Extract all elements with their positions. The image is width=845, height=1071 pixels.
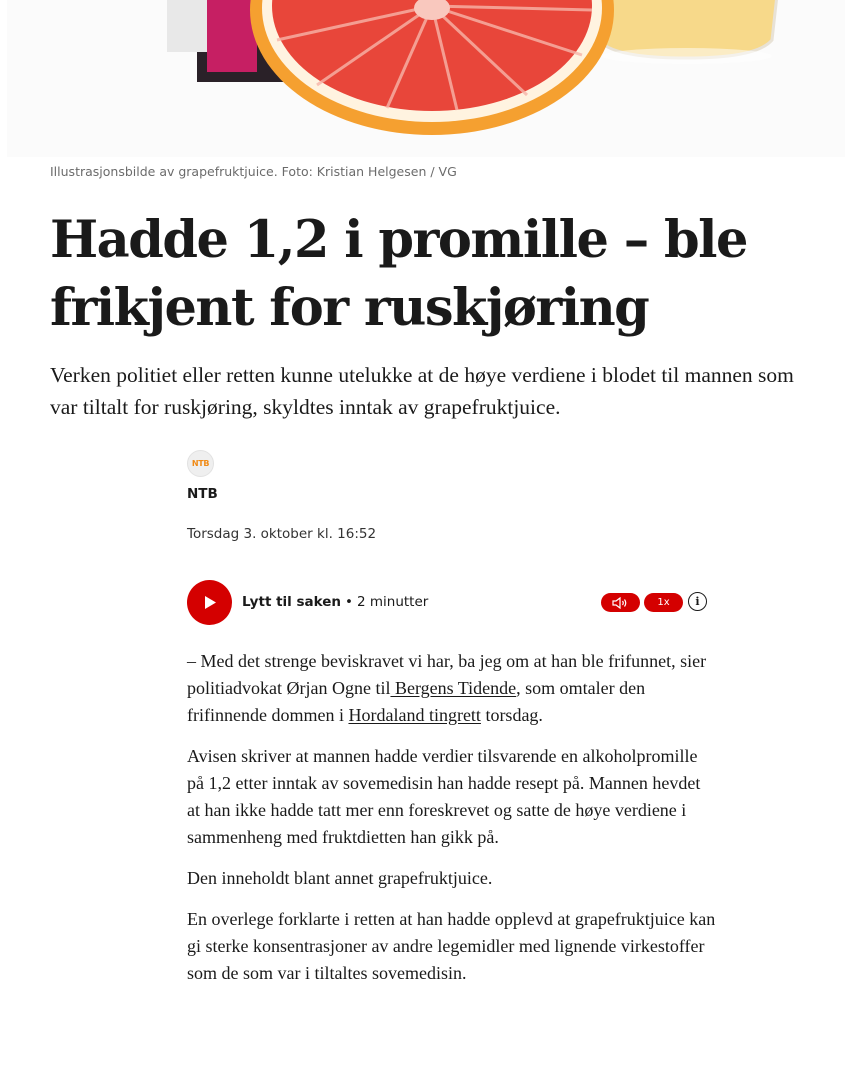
paragraph: [187, 648, 717, 729]
play-button[interactable]: [187, 580, 232, 625]
audio-player: [187, 580, 712, 625]
paragraph: Avisen skriver at mannen hadde verdier tilsvarende en alkoholpromille på 1,2 etter inntak av sovemedisin han hadde resept på. Mannen hevdet at han ikke hadde tatt mer enn foreskrevet og satte de høye verdiene i sammenheng med fruktdietten han gikk på.: [187, 746, 701, 847]
paragraph: Den inneholdt blant annet grapefruktjuice.: [187, 868, 493, 888]
speaker-icon: [612, 597, 630, 609]
volume-button[interactable]: [601, 593, 640, 612]
listen-title: Lytt til saken: [242, 594, 342, 610]
hordaland-tingrett-link[interactable]: Hordaland tingrett: [348, 705, 481, 725]
paragraph-text: torsdag.: [480, 705, 543, 725]
ntb-logo[interactable]: NTB: [187, 450, 214, 477]
publish-date: Torsdag 3. oktober kl. 16:52: [187, 526, 377, 542]
play-icon: [187, 580, 232, 625]
audio-duration: 2 minutter: [357, 594, 429, 610]
bergens-tidende-link[interactable]: Bergens Tidende: [390, 678, 517, 698]
image-caption: Illustrasjonsbilde av grapefruktjuice. Foto: Kristian Helgesen / VG: [50, 164, 457, 179]
paragraph: En overlege forklarte i retten at han hadde opplevd at grapefruktjuice kan gi sterke konsentrasjoner av andre legemidler med lignende virkestoffer som de som var i tiltaltes sovemedisin.: [187, 909, 716, 983]
hero-image: [7, 0, 845, 157]
speed-button[interactable]: 1x: [644, 593, 683, 612]
audio-label: [242, 594, 428, 610]
article-lead: Verken politiet eller retten kunne utelukke at de høye verdiene i blodet til mannen som var tiltalt for ruskjøring, skyldtes inntak av grapefruktjuice.: [50, 363, 794, 419]
article-body: [187, 648, 717, 1001]
article-headline: Hadde 1,2 i promille – ble frikjent for ruskjøring: [50, 210, 747, 338]
byline: [187, 450, 218, 502]
paragraph-text: , som omtaler den frifinnende dommen i: [187, 678, 646, 725]
separator: •: [345, 594, 353, 610]
author-name[interactable]: NTB: [187, 486, 218, 502]
info-icon[interactable]: i: [688, 592, 707, 611]
grapefruit-juice-photo: [7, 0, 845, 157]
paragraph-text: – Med det strenge beviskravet vi har, ba jeg om at han ble frifunnet, sier politiadvokat Ørjan Ogne til: [187, 651, 707, 698]
